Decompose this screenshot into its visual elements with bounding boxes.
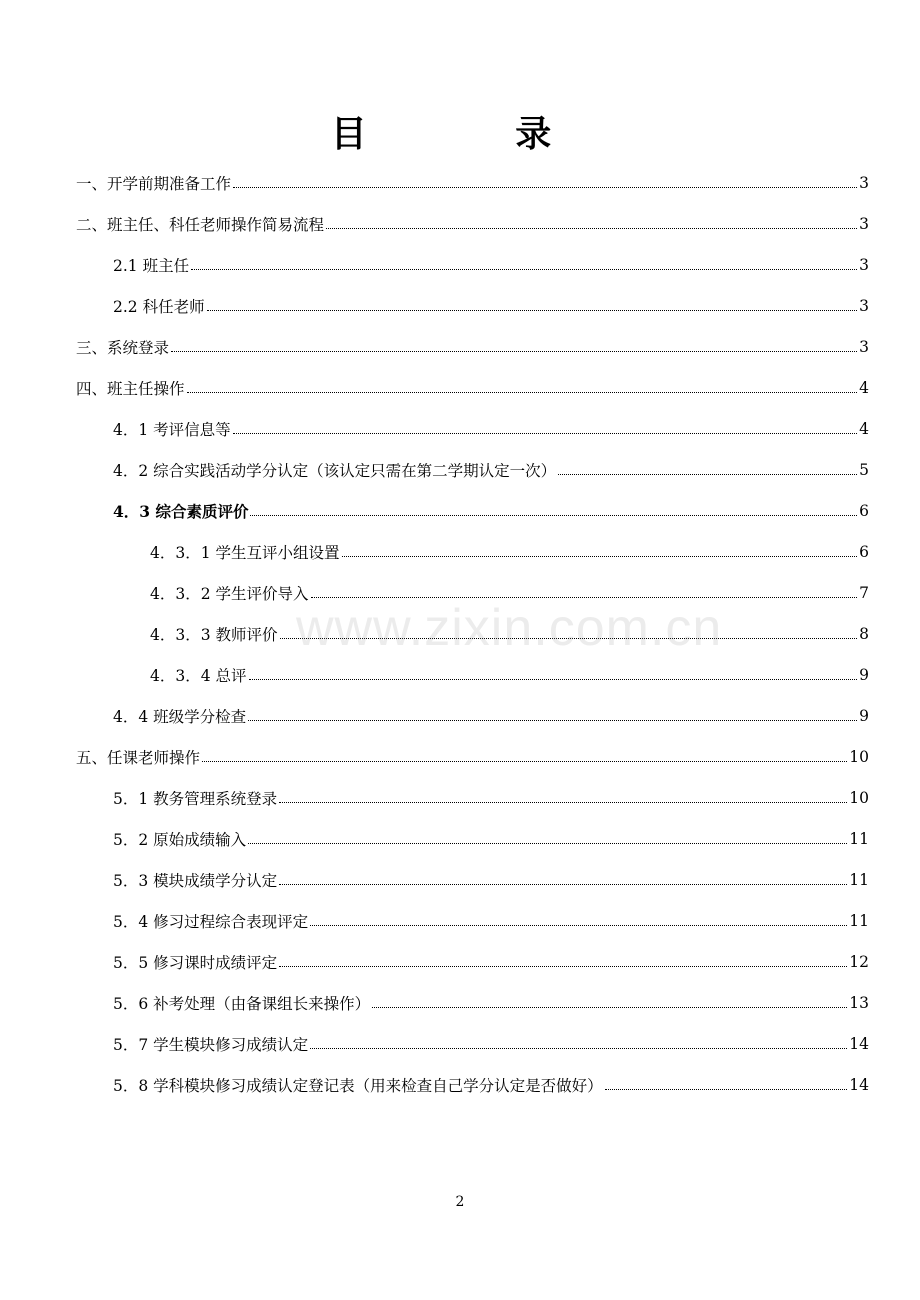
toc-entry-page: 14 xyxy=(849,1075,869,1094)
dot-leader xyxy=(311,596,858,598)
toc-entry-page: 7 xyxy=(859,583,869,602)
toc-entry-page: 4 xyxy=(859,378,869,397)
page-number: 2 xyxy=(455,1194,465,1210)
toc-entry-page: 10 xyxy=(849,788,869,807)
dot-leader xyxy=(310,924,847,926)
toc-entry-page: 10 xyxy=(849,747,869,766)
toc-entry-label: 4．3 综合素质评价 xyxy=(113,501,249,521)
toc-entry-page: 6 xyxy=(859,501,869,520)
toc-entry-page: 11 xyxy=(849,870,869,889)
dot-leader xyxy=(310,1047,847,1049)
toc-entry-label: 2.1 班主任 xyxy=(113,256,190,275)
toc-entry[interactable] xyxy=(0,531,920,572)
toc-entry[interactable] xyxy=(0,982,920,1023)
toc-entry[interactable] xyxy=(0,326,920,367)
toc-entry-page: 3 xyxy=(859,214,869,233)
dot-leader xyxy=(279,883,847,885)
toc-entry[interactable] xyxy=(0,1064,920,1105)
toc-entry-page: 6 xyxy=(859,542,869,561)
toc-entry[interactable] xyxy=(0,449,920,490)
toc-entry[interactable] xyxy=(0,1023,920,1064)
dot-leader xyxy=(326,227,857,229)
toc-entry-label: 4．3．4 总评 xyxy=(150,666,247,685)
watermark: www.zixin.com.cn xyxy=(296,599,723,657)
toc-entry-page: 9 xyxy=(859,706,869,725)
toc-entry-page: 11 xyxy=(849,911,869,930)
dot-leader xyxy=(279,801,847,803)
table-of-contents xyxy=(0,162,920,1105)
dot-leader xyxy=(342,555,858,557)
toc-entry[interactable] xyxy=(0,613,920,654)
dot-leader xyxy=(248,719,857,721)
toc-entry-label: 2.2 科任老师 xyxy=(113,297,205,316)
toc-entry[interactable] xyxy=(0,367,920,408)
toc-entry-label: 5．1 教务管理系统登录 xyxy=(113,789,278,808)
dot-leader xyxy=(233,432,857,434)
dot-leader xyxy=(558,473,857,475)
toc-entry-label: 4．3．1 学生互评小组设置 xyxy=(150,543,340,562)
toc-entry[interactable] xyxy=(0,654,920,695)
toc-entry[interactable] xyxy=(0,490,920,531)
toc-entry[interactable] xyxy=(0,736,920,777)
toc-entry-page: 3 xyxy=(859,296,869,315)
dot-leader xyxy=(191,268,857,270)
toc-entry[interactable] xyxy=(0,859,920,900)
toc-entry[interactable] xyxy=(0,408,920,449)
toc-entry-label: 五、任课老师操作 xyxy=(76,748,201,767)
dot-leader xyxy=(207,309,858,311)
page-title: 目 录 xyxy=(330,113,620,155)
toc-entry-label: 5．6 补考处理（由备课组长来操作） xyxy=(113,994,371,1013)
dot-leader xyxy=(279,965,847,967)
toc-entry-label: 三、系统登录 xyxy=(76,338,170,357)
dot-leader xyxy=(249,678,858,680)
toc-entry-label: 4．1 考评信息等 xyxy=(113,420,231,439)
dot-leader xyxy=(202,760,847,762)
toc-entry[interactable] xyxy=(0,285,920,326)
toc-entry-label: 四、班主任操作 xyxy=(76,379,185,398)
dot-leader xyxy=(248,842,847,844)
toc-entry-label: 5．7 学生模块修习成绩认定 xyxy=(113,1035,309,1054)
toc-entry-label: 二、班主任、科任老师操作简易流程 xyxy=(76,215,325,234)
dot-leader xyxy=(372,1006,847,1008)
toc-entry-label: 一、开学前期准备工作 xyxy=(76,174,232,193)
dot-leader xyxy=(233,186,857,188)
dot-leader xyxy=(187,391,858,393)
dot-leader xyxy=(171,350,857,352)
dot-leader xyxy=(605,1088,848,1090)
toc-entry-page: 3 xyxy=(859,337,869,356)
toc-entry-label: 5．8 学科模块修习成绩认定登记表（用来检查自己学分认定是否做好） xyxy=(113,1076,603,1095)
toc-entry-page: 14 xyxy=(849,1034,869,1053)
toc-entry[interactable] xyxy=(0,572,920,613)
toc-entry-label: 5．2 原始成绩输入 xyxy=(113,830,247,849)
toc-entry-label: 4．2 综合实践活动学分认定（该认定只需在第二学期认定一次） xyxy=(113,461,557,480)
toc-entry-page: 8 xyxy=(859,624,869,643)
toc-entry-page: 3 xyxy=(859,173,869,192)
toc-entry-label: 5．3 模块成绩学分认定 xyxy=(113,871,278,890)
toc-entry-label: 4．4 班级学分检查 xyxy=(113,707,247,726)
toc-entry[interactable] xyxy=(0,203,920,244)
toc-entry-page: 4 xyxy=(859,419,869,438)
toc-entry-label: 4．3．2 学生评价导入 xyxy=(150,584,309,603)
toc-entry-label: 4．3．3 教师评价 xyxy=(150,625,278,644)
dot-leader xyxy=(250,514,857,516)
toc-entry[interactable] xyxy=(0,900,920,941)
toc-entry-page: 13 xyxy=(849,993,869,1012)
toc-entry-page: 9 xyxy=(859,665,869,684)
toc-entry[interactable] xyxy=(0,695,920,736)
dot-leader xyxy=(280,637,858,639)
toc-entry-page: 11 xyxy=(849,829,869,848)
toc-entry-page: 5 xyxy=(859,460,869,479)
toc-entry-label: 5．5 修习课时成绩评定 xyxy=(113,953,278,972)
toc-entry[interactable] xyxy=(0,818,920,859)
toc-entry[interactable] xyxy=(0,777,920,818)
toc-entry-label: 5．4 修习过程综合表现评定 xyxy=(113,912,309,931)
toc-entry[interactable] xyxy=(0,941,920,982)
toc-entry[interactable] xyxy=(0,162,920,203)
toc-entry-page: 12 xyxy=(849,952,869,971)
toc-entry-page: 3 xyxy=(859,255,869,274)
toc-entry[interactable] xyxy=(0,244,920,285)
